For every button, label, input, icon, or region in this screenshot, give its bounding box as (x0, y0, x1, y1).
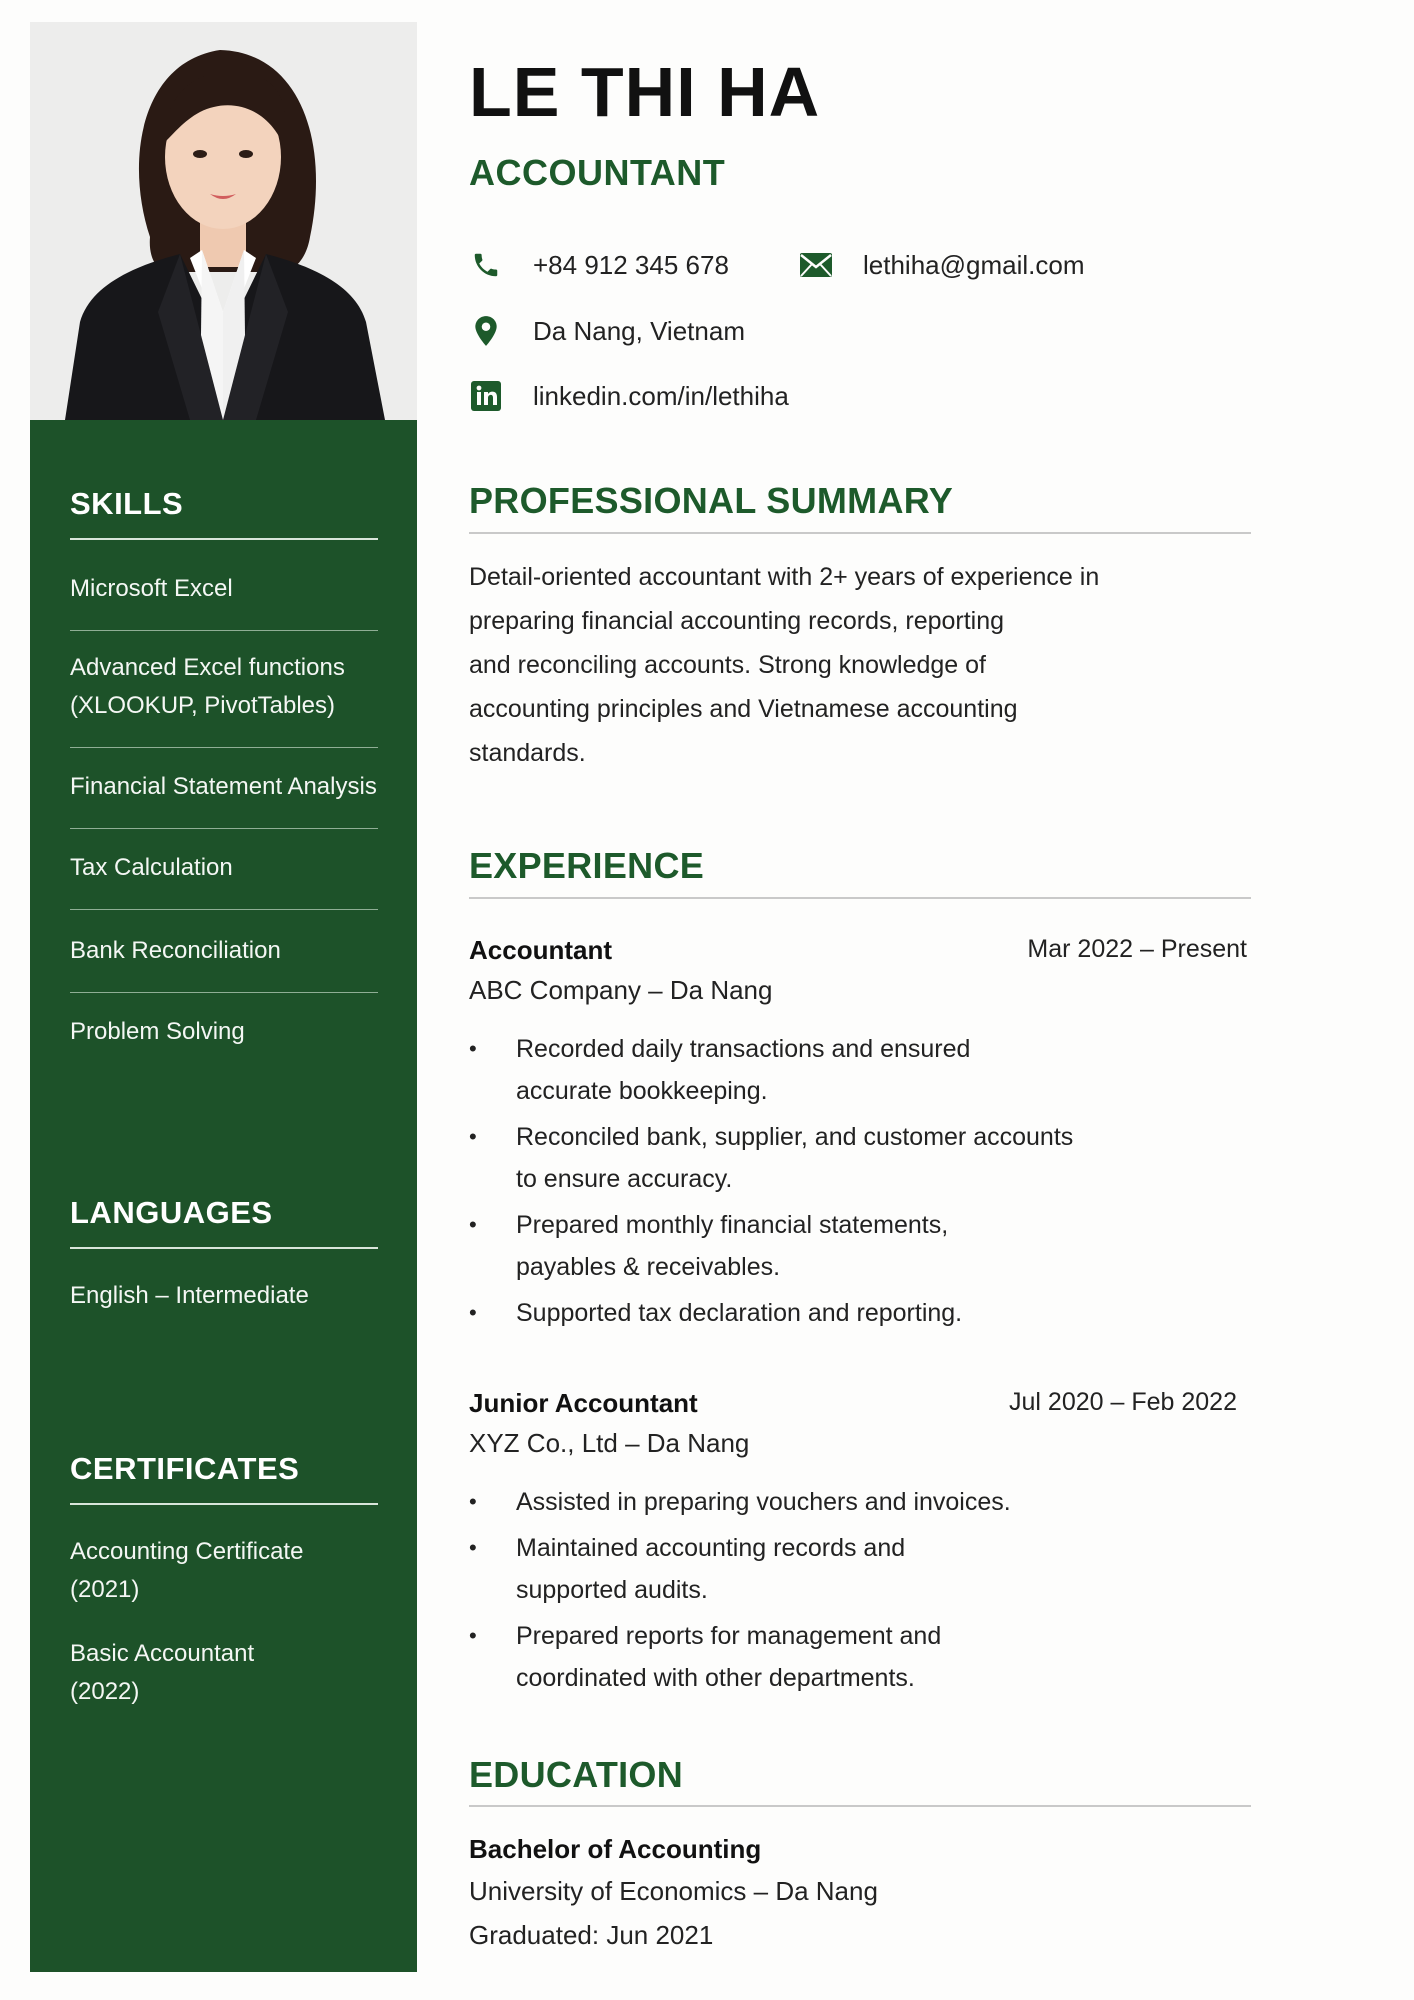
skill-item: Financial Statement Analysis (70, 773, 377, 800)
job-company: XYZ Co., Ltd – Da Nang (469, 1428, 750, 1458)
phone-icon (469, 248, 503, 282)
job-title: Accountant (469, 935, 612, 965)
linkedin-icon (469, 379, 503, 413)
certificates-heading: CERTIFICATES (70, 1451, 300, 1486)
bullet-item: • Assisted in preparing vouchers and invoices. (469, 1481, 1229, 1523)
skill-item: Tax Calculation (70, 854, 233, 881)
skills-divider (70, 538, 378, 540)
skills-section (70, 486, 408, 1051)
left-column (30, 22, 417, 1972)
map-pin-icon (469, 314, 503, 348)
summary-line: preparing financial accounting records, reporting (469, 607, 1005, 635)
degree-title: Bachelor of Accounting (469, 1834, 762, 1864)
contact-phone (469, 248, 729, 282)
certificates-section (70, 1451, 408, 1711)
job-bullets (469, 1028, 1229, 1338)
linkedin-url[interactable]: linkedin.com/in/lethiha (533, 380, 789, 411)
certificate-name: Accounting Certificate (70, 1538, 304, 1565)
bullet-item: • Recorded daily transactions and ensured accurate bookkeeping. (469, 1028, 1229, 1112)
email-address[interactable]: lethiha@gmail.com (863, 249, 1085, 280)
profile-photo (30, 22, 417, 420)
bullet-item: • Supported tax declaration and reporting. (469, 1292, 1229, 1334)
skill-divider (70, 747, 378, 748)
certificate-name: Basic Accountant (70, 1640, 255, 1667)
graduation-date: Graduated: Jun 2021 (469, 1920, 714, 1950)
skill-divider (70, 909, 378, 910)
certificate-year: (2022) (70, 1678, 140, 1705)
skill-divider (70, 630, 378, 631)
skill-divider (70, 828, 378, 829)
bullet-item: • Maintained accounting records and supported audits. (469, 1527, 1229, 1611)
summary-heading: PROFESSIONAL SUMMARY (469, 480, 954, 521)
skill-item: Advanced Excel functions (70, 654, 345, 681)
contact-location (469, 314, 745, 348)
skill-item: Problem Solving (70, 1018, 245, 1045)
school-name: University of Economics – Da Nang (469, 1876, 878, 1906)
languages-heading: LANGUAGES (70, 1195, 273, 1230)
summary-line: accounting principles and Vietnamese accounting (469, 695, 1018, 723)
skill-item: Microsoft Excel (70, 575, 233, 602)
contact-linkedin (469, 379, 789, 413)
certificates-divider (70, 1503, 378, 1505)
job-bullets (469, 1481, 1229, 1703)
summary-text (469, 555, 1229, 775)
certificate-year: (2021) (70, 1576, 140, 1603)
summary-line: Detail-oriented accountant with 2+ years of experience in (469, 563, 1100, 591)
location-text: Da Nang, Vietnam (533, 315, 745, 346)
phone-number[interactable]: +84 912 345 678 (533, 249, 729, 280)
sidebar (30, 420, 417, 1972)
experience-divider (469, 897, 1251, 899)
summary-line: standards. (469, 739, 586, 767)
job-title-heading: ACCOUNTANT (469, 152, 726, 193)
contact-email (799, 248, 1084, 282)
language-item: English – Intermediate (70, 1282, 309, 1309)
skill-item: Bank Reconciliation (70, 937, 281, 964)
summary-divider (469, 532, 1251, 534)
bullet-item: • Prepared reports for management and coordinated with other departments. (469, 1615, 1229, 1699)
job-dates: Jul 2020 – Feb 2022 (1009, 1388, 1237, 1416)
job-company: ABC Company – Da Nang (469, 975, 773, 1005)
skill-item: (XLOOKUP, PivotTables) (70, 692, 335, 719)
experience-heading: EXPERIENCE (469, 845, 705, 886)
education-divider (469, 1805, 1251, 1807)
education-heading: EDUCATION (469, 1754, 684, 1795)
job-dates: Mar 2022 – Present (1027, 935, 1247, 963)
skill-divider (70, 992, 378, 993)
languages-section (70, 1195, 408, 1315)
languages-divider (70, 1247, 378, 1249)
envelope-icon (799, 248, 833, 282)
bullet-item: • Prepared monthly financial statements, payables & receivables. (469, 1204, 1229, 1288)
job-title: Junior Accountant (469, 1388, 698, 1418)
candidate-name: LE THI HA (469, 53, 821, 131)
summary-line: and reconciling accounts. Strong knowledge of (469, 651, 986, 679)
bullet-item: • Reconciled bank, supplier, and customer accounts to ensure accuracy. (469, 1116, 1229, 1200)
skills-heading: SKILLS (70, 486, 184, 521)
